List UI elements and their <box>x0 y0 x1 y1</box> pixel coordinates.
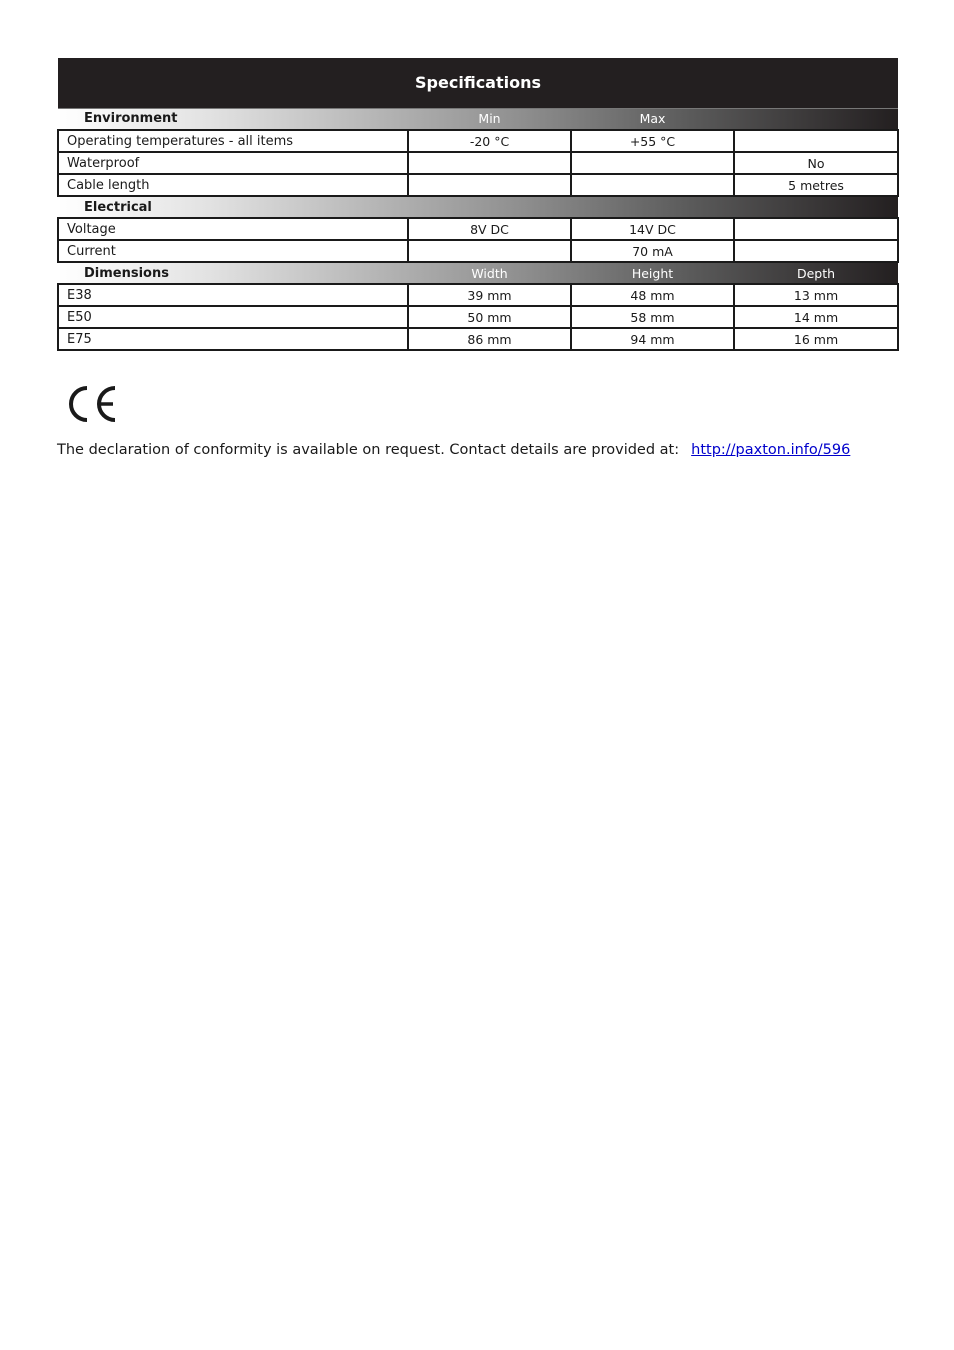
cell-width: 50 mm <box>408 306 571 328</box>
section-label-electrical: Electrical <box>84 199 152 215</box>
cell-depth: 14 mm <box>734 306 898 328</box>
cell-width: 39 mm <box>408 284 571 306</box>
section-header-environment <box>58 108 898 130</box>
cell-max: +55 °C <box>571 130 734 152</box>
cell-min: -20 °C <box>408 130 571 152</box>
cell-height: 48 mm <box>571 284 734 306</box>
table-row <box>58 240 898 262</box>
row-label: Operating temperatures - all items <box>58 130 408 152</box>
cell-value <box>734 130 898 152</box>
section-label-environment: Environment <box>84 111 178 127</box>
conformity-link[interactable]: http://paxton.info/596 <box>691 442 851 458</box>
table-row <box>58 152 898 174</box>
cell-value <box>734 218 898 240</box>
table-row <box>58 130 898 152</box>
cell-value: No <box>734 152 898 174</box>
row-label: E38 <box>58 284 408 306</box>
cell-min <box>408 174 571 196</box>
cell-min <box>408 240 571 262</box>
table-title-row <box>58 58 898 108</box>
cell-min: 8V DC <box>408 218 571 240</box>
table-row <box>58 306 898 328</box>
column-header-blank <box>734 108 898 130</box>
table-row <box>58 174 898 196</box>
column-header-height: Height <box>631 265 674 281</box>
specifications-table <box>57 58 899 351</box>
cell-width: 86 mm <box>408 328 571 350</box>
cell-max <box>571 174 734 196</box>
row-label: Waterproof <box>58 152 408 174</box>
cell-height: 58 mm <box>571 306 734 328</box>
row-label: E50 <box>58 306 408 328</box>
ce-mark-icon <box>67 384 119 424</box>
conformity-text: The declaration of conformity is available on request. Contact details are provided at: <box>57 442 680 458</box>
row-label: Cable length <box>58 174 408 196</box>
conformity-statement <box>57 442 850 458</box>
row-label: Voltage <box>58 218 408 240</box>
table-row <box>58 284 898 306</box>
cell-max: 70 mA <box>571 240 734 262</box>
column-header-max: Max <box>639 111 666 127</box>
column-header-depth: Depth <box>796 265 836 281</box>
table-title: Specifications <box>58 58 898 108</box>
section-label-dimensions: Dimensions <box>84 265 169 281</box>
table-row <box>58 218 898 240</box>
cell-max <box>571 152 734 174</box>
cell-min <box>408 152 571 174</box>
cell-value <box>734 240 898 262</box>
row-label: E75 <box>58 328 408 350</box>
table-row <box>58 328 898 350</box>
cell-height: 94 mm <box>571 328 734 350</box>
cell-max: 14V DC <box>571 218 734 240</box>
cell-depth: 16 mm <box>734 328 898 350</box>
column-header-width: Width <box>471 265 508 281</box>
section-header-dimensions <box>58 262 898 284</box>
column-header-min: Min <box>478 111 501 127</box>
cell-value: 5 metres <box>734 174 898 196</box>
section-header-electrical <box>58 196 898 218</box>
cell-depth: 13 mm <box>734 284 898 306</box>
row-label: Current <box>58 240 408 262</box>
